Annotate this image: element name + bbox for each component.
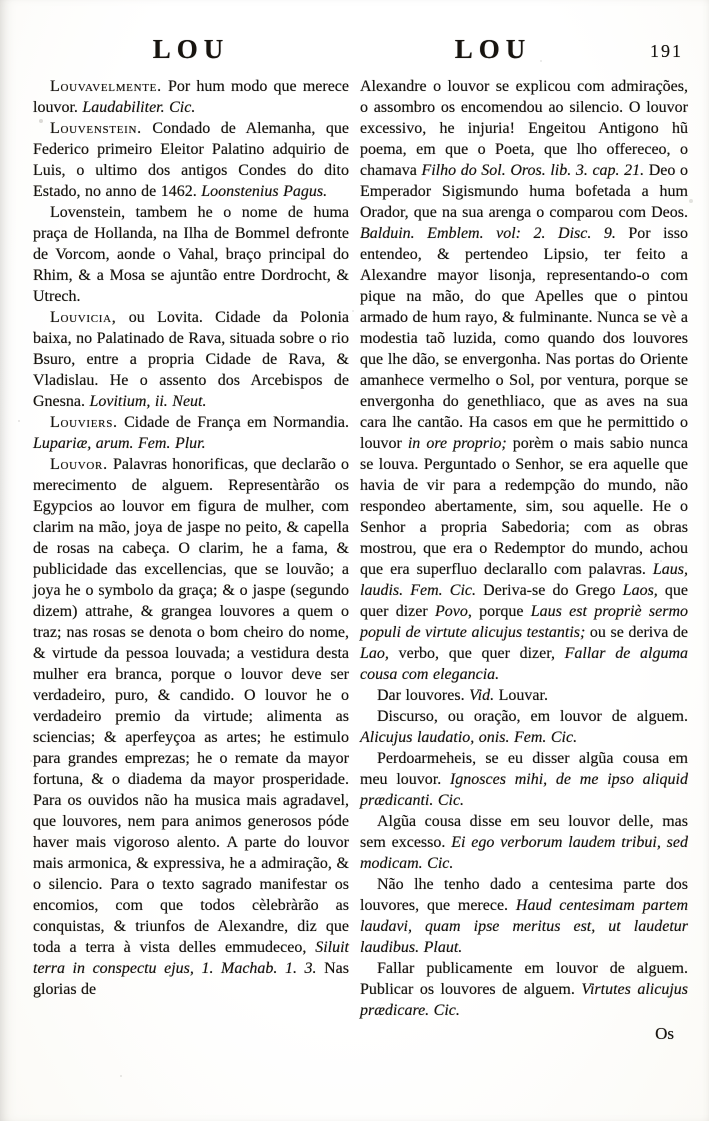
text-run: Lovitium, ii. Neut.	[89, 393, 207, 410]
paragraph	[360, 958, 688, 1021]
text-run: Discurso, ou oração, em louvor de alguem.	[377, 708, 688, 725]
entry-headword: Louvicia,	[50, 309, 117, 326]
text-run: , porque	[467, 603, 531, 620]
text-run: Balduin. Emblem. vol: 2. Disc. 9.	[360, 225, 616, 242]
paragraph	[360, 706, 688, 748]
entry-headword: Louviers.	[50, 414, 118, 431]
text-run: Algũa cousa disse em seu louvor delle, mas sem excesso.	[360, 813, 688, 851]
text-run: Ei ego verborum laudem tribui, sed modicam. Cic.	[360, 834, 688, 872]
text-run: Louvar.	[494, 687, 548, 704]
text-run: Lovenstein, tambem he o nome de huma praça de Hollanda, na Ilha de Bommel defronte de Vorcom, aonde o Vahal, braço principal do Rhim, & a Mosa se ajuntão entre Dordrocht, & Utrech.	[33, 204, 349, 305]
text-run: Ignosces mihi, de me ipso aliquid prædicanti. Cic.	[360, 771, 688, 809]
text-run: Alexandre o louvor se explicou com admirações, o assombro os encomendou ao silencio. O louvor excessivo, he injuria! Engeitou Antigono hũ poema, em que o Poeta, que lho offereceo, o chamava	[360, 78, 688, 179]
paragraph	[360, 685, 688, 706]
running-title-right: LOU	[454, 34, 532, 64]
running-header	[0, 34, 709, 66]
text-run: Siluit terra in conspectu ejus, 1. Machab. 1. 3.	[33, 939, 349, 977]
text-run: Por isso entendeo, & pertendeo Lipsio, ter feito a Alexandre mayor lisonja, representando-o com pique na mão, do que Apelles que o pintou armado de hum rayo, & fulminante. Nunca se vè a modestia taõ luzida, como quando dos louvores que lhe dão, se envergonha. Nas portas do Oriente amanhece vermelho o Sol, por ventura, porque se envergonha do genethliaco, que as aves na sua cara lhe cantão. Ha casos em que he permittido o louvor	[360, 225, 689, 452]
text-run: Deriva-se do Grego	[476, 582, 623, 599]
text-run: verbo, que quer dizer,	[388, 645, 565, 662]
text-run: Por hum modo que merece louvor.	[33, 78, 349, 116]
scan-noise	[0, 0, 2, 2]
text-run: Fallar publicamente em louvor de alguem. Publicar os louvores de alguem.	[360, 960, 688, 998]
text-run: Haud centesimam partem laudavi, quam ipse meritus est, ut laudetur laudibus. Plaut.	[360, 897, 688, 956]
text-run: Perdoarmeheis, se eu disser algũa cousa em meu louvor.	[360, 750, 688, 788]
paragraph	[33, 76, 349, 118]
text-run: Cidade de França em Normandia.	[117, 414, 349, 431]
running-title-left: LOU	[152, 34, 230, 64]
text-run: Nas glorias de	[33, 960, 350, 998]
text-run: Laus, laudis. Fem. Cic.	[360, 561, 688, 599]
paragraph	[33, 202, 349, 307]
text-run: Palavras honorificas, que declarão o merecimento de alguem. Representàrão os Egypcios ao louvor em figura de mulher, com clarim na mão, joya de jaspe no peito, & capella de rosas na cabeça. O clarim, he a fama, & publicidade das excellencias, que se louvão; a joya he o symbolo da graça; & o jaspe (segundo dizem) attrahe, & grangea louvores a quem o traz; nas rosas se denota o bom cheiro do nome, & virtude da pessoa louvada; a vestidura desta mulher era branca, porque o louvor deve ser verdadeiro, puro, & candido. O louvor he o verdadeiro premio da virtude; alimenta as sciencias; & aperfeyçoa as artes; he estimulo para grandes emprezas; he o remate da mayor fortuna, & o diadema da mayor prosperidade. Para os ouvidos não ha musica mais agradavel, que louvores, nem para animos generosos póde haver mais vigoroso alento. A parte do louvor mais armonica, & expressiva, he a admiração, & o silencio. Para o texto sagrado manifestar os encomios, com que todos cèlebràrão as conquistas, & triunfos de Alexandre, diz que toda a terra à vista delles emmudeceo,	[33, 456, 349, 956]
right-column	[360, 76, 688, 1044]
paragraph	[33, 307, 349, 412]
left-column	[33, 76, 349, 1044]
paragraph	[33, 412, 349, 454]
text-run: Filho do Sol. Oros. lib. 3. cap. 21.	[421, 162, 645, 179]
paragraph	[33, 454, 349, 1000]
text-run: Vid.	[469, 687, 495, 704]
text-run: Deo o Emperador Sigismundo huma bofetada a hum Orador, que na sua arenga o comparou com Deos.	[360, 162, 689, 221]
text-run: Laos,	[622, 582, 658, 599]
text-columns	[33, 76, 688, 1044]
text-run: Fallar de alguma cousa com elegancia.	[360, 645, 689, 683]
entry-headword: Louvor.	[50, 456, 108, 473]
entry-headword: Louvavelmente.	[50, 78, 162, 95]
text-run: ou Lovita. Cidade da Polonia baixa, no Palatinado de Rava, situada sobre o rio Bsuro, entre a propria Cidade de Rava, & Vladislau. He o assento dos Arcebispos de Gnesna.	[33, 309, 349, 410]
text-run: Laudabiliter. Cic.	[82, 99, 196, 116]
text-run: porèm o mais sabio nunca se louva. Perguntado o Senhor, se era aquelle que havia de vir para a redempção do mundo, não respondeo abertamente, sim, sou aquelle. He o Senhor a propria Sabedoria; com as obras mostrou, que era o Redemptor do mundo, achou que era superfluo declarallo com palavras.	[360, 435, 689, 578]
page-number: 191	[650, 41, 683, 61]
text-run: Condado de Alemanha, que Federico primeiro Eleitor Palatino adquirio de Luis, o ultimo dos antigos Condes do dito Estado, no anno de 1462.	[33, 120, 349, 200]
text-run: in ore proprio;	[407, 435, 507, 452]
text-run: Lao,	[360, 645, 389, 662]
text-run: Laus est propriè sermo populi de virtute alicujus testantis;	[360, 603, 688, 641]
paragraph	[33, 118, 349, 202]
paragraph	[360, 811, 688, 874]
text-run: ou se deriva de	[585, 624, 688, 641]
text-run: Povo	[434, 603, 468, 620]
paragraph	[360, 76, 688, 685]
catchword: Os	[655, 1024, 674, 1043]
text-run: Dar louvores.	[377, 687, 470, 704]
text-run: Virtutes alicujus prædicare. Cic.	[360, 981, 689, 1019]
text-run: que quer dizer	[360, 582, 689, 620]
text-run: Lupariæ, arum. Fem. Plur.	[33, 435, 206, 452]
entry-headword: Louvenstein.	[50, 120, 142, 137]
paragraph	[360, 748, 688, 811]
text-run: Não lhe tenho dado a centesima parte dos louvores, que merece.	[360, 876, 688, 914]
text-run: Alicujus laudatio, onis. Fem. Cic.	[360, 729, 578, 746]
text-run: Loonstenius Pagus.	[201, 183, 328, 200]
paragraph	[360, 874, 688, 958]
